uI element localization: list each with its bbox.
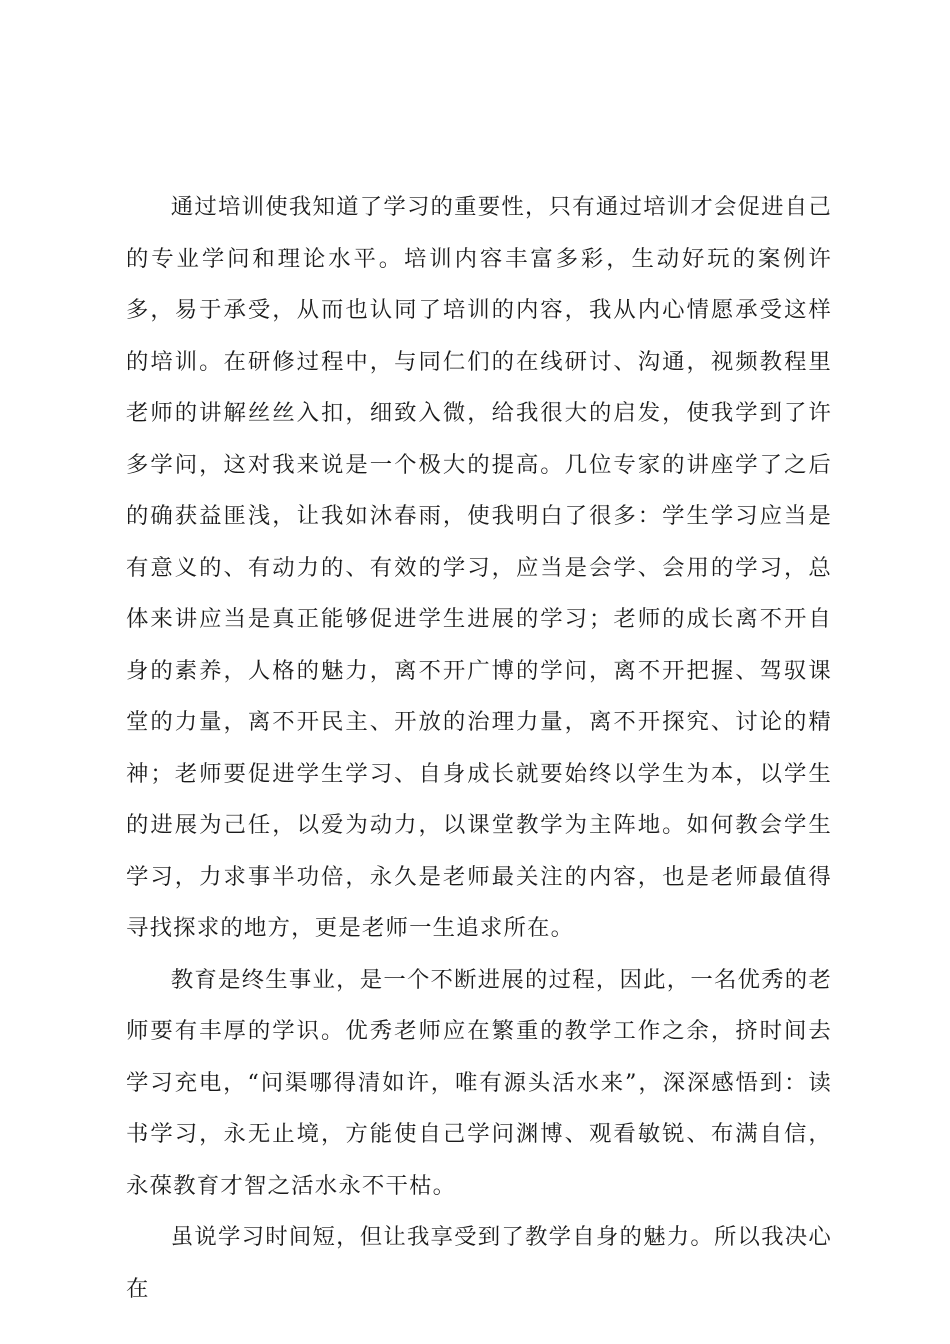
paragraph-1: 通过培训使我知道了学习的重要性，只有通过培训才会促进自己的专业学问和理论水平。培训内容丰富多彩，生动好玩的案例许多，易于承受，从而也认同了培训的内容，我从内心情愿承受这样的培训。在研修过程中，与同仁们的在线研讨、沟通，视频教程里老师的讲解丝丝入扣，细致入微，给我很大的启发，使我学到了许多学问，这对我来说是一个极大的提高。几位专家的讲座学了之后的确获益匪浅，让我如沐春雨，使我明白了很多：学生学习应当是有意义的、有动力的、有效的学习，应当是会学、会用的学习，总体来讲应当是真正能够促进学生进展的学习；老师的成长离不开自身的素养，人格的魅力，离不开广博的学问，离不开把握、驾驭课堂的力量，离不开民主、开放的治理力量，离不开探究、讨论的精神；老师要促进学生学习、自身成长就要始终以学生为本，以学生的进展为己任，以爱为动力，以课堂教学为主阵地。如何教会学生学习，力求事半功倍，永久是老师最关注的内容，也是老师最值得寻找探求的地方，更是老师一生追求所在。 [126, 194, 832, 941]
paragraph-3: 虽说学习时间短，但让我享受到了教学自身的魅力。所以我决心在 [126, 1224, 832, 1302]
paragraph-2: 教育是终生事业，是一个不断进展的过程，因此，一名优秀的老师要有丰厚的学识。优秀老师应在繁重的教学工作之余，挤时间去学习充电，“问渠哪得清如许，唯有源头活水来”，深深感悟到：读书学习，永无止境，方能使自己学问渊博、观看敏锐、布满自信，永葆教育才智之活水永不干枯。 [126, 966, 832, 1199]
document-body [126, 182, 832, 1315]
